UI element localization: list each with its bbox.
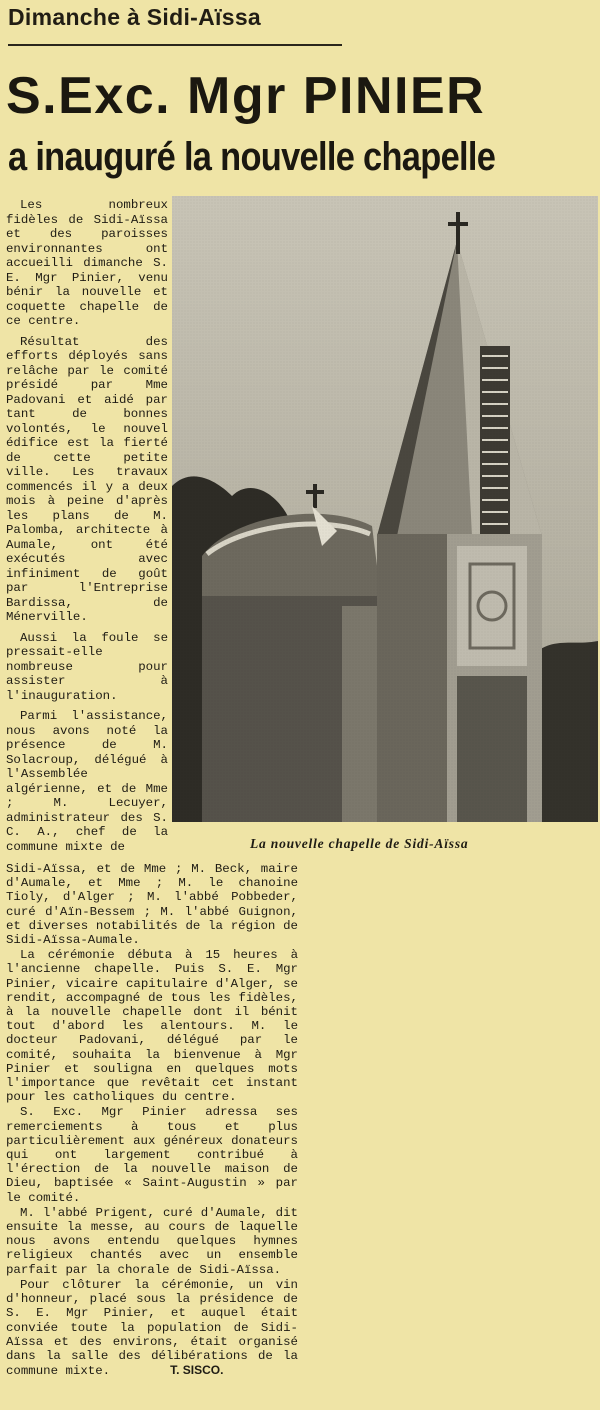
article-paragraph: Parmi l'assistance, nous avons noté la présence de M. Solacroup, délégué à l'Assemblée algérienne, et de Mme ; M. Lecuyer, administrateur des S. C. A., chef de la commune mixte de xyxy=(6,709,168,854)
photo-caption: La nouvelle chapelle de Sidi-Aïssa xyxy=(250,836,469,851)
chapel-photo-illustration xyxy=(172,196,598,822)
article-paragraph: Aussi la foule se pressait-elle nombreuse pour assister à l'inauguration. xyxy=(6,630,168,703)
headline-line-1: S.Exc. Mgr PINIER xyxy=(6,67,486,125)
kicker-rule xyxy=(8,44,342,46)
article-wide-column xyxy=(6,862,298,1379)
article-final-paragraph xyxy=(6,1278,298,1378)
article-paragraph: Résultat des efforts déployés sans relâche par le comité présidé par Mme Padovani et aidé par tant de bonnes volontés, le nouvel édifice est la fierté de cette petite ville. Les travaux commencés il y a deux mois à peine d'après les plans de M. Palomba, architecte à Aumale, ont été exécutés avec infiniment de goût par l'Entreprise Bardissa, de Ménerville. xyxy=(6,334,168,624)
article-final-text: Pour clôturer la cérémonie, un vin d'honneur, placé sous la présidence de S. E. Mgr Pinier, et auquel était conviée toute la population de Sidi-Aïssa et des environs, était organisé dans la salle des délibérations de la commune mixte. xyxy=(6,1277,298,1379)
chapel-photo xyxy=(172,196,598,822)
article-paragraph: La cérémonie débuta à 15 heures à l'ancienne chapelle. Puis S. E. Mgr Pinier, vicaire capitulaire d'Alger, se rendit, accompagné de tous les fidèles, à la nouvelle chapelle dont il bénit tout d'abord les alentours. M. le docteur Padovani, délégué par le comité, souhaita la bienvenue à Mgr Pinier et souligna en quelques mots l'importance que revêtait cet instant pour les catholiques du centre. xyxy=(6,948,298,1105)
article-paragraph: S. Exc. Mgr Pinier adressa ses remerciements à tous et plus particulièrement aux généreux donateurs qui ont largement contribué à l'érection de la nouvelle maison de Dieu, baptisée « Saint-Augustin » par le comité. xyxy=(6,1105,298,1205)
article-paragraph: Les nombreux fidèles de Sidi-Aïssa et des paroisses environnantes ont accueilli dimanche S. E. Mgr Pinier, venu bénir la nouvelle et coquette chapelle de ce centre. xyxy=(6,198,168,328)
section-kicker: Dimanche à Sidi-Aïssa xyxy=(8,4,261,30)
article-paragraph: Sidi-Aïssa, et de Mme ; M. Beck, maire d'Aumale, et Mme ; M. le chanoine Tioly, d'Alger ; M. l'abbé Pobbeder, curé d'Aïn-Bessem ; M. l'abbé Guignon, et diverses notabilités de la région de Sidi-Aïssa-Aumale. xyxy=(6,862,298,948)
author-signature: T. SISCO. xyxy=(170,1363,224,1378)
headline-line-2: a inauguré la nouvelle chapelle xyxy=(8,135,496,179)
article-paragraph: M. l'abbé Prigent, curé d'Aumale, dit ensuite la messe, au cours de laquelle nous avons entendu quelques hymnes religieux chantés avec un ensemble parfait par la chorale de Sidi-Aïssa. xyxy=(6,1205,298,1277)
article-left-column xyxy=(6,198,168,860)
